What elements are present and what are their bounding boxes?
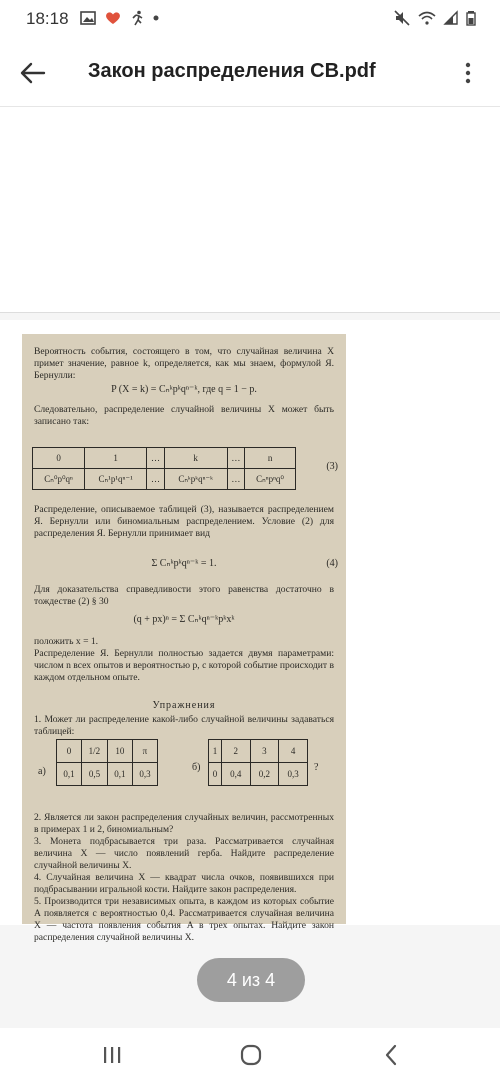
chevron-left-icon — [384, 1044, 398, 1066]
table-cell: 0,4 — [221, 763, 250, 786]
table-row — [57, 740, 158, 763]
table-cell: 0 — [33, 448, 85, 469]
table-cell: Cₙ⁰p⁰qⁿ — [33, 469, 85, 490]
recent-apps-button[interactable] — [92, 1040, 132, 1070]
exercise-5: 5. Производится три независимых опыта, в каждом из которых событие A появляется с вероятностью 0,4. Рассматривается случайная величина X — частота появления события A в трех опытах. Найдите закон распределения случайной величины X. — [34, 896, 334, 943]
exercise-1b-table — [208, 739, 308, 786]
home-button[interactable] — [231, 1040, 271, 1070]
exercise-2: 2. Является ли закон распределения случайных величин, рассмотренных в примерах 1 и 2, биномиальным? — [34, 812, 334, 835]
table-cell: … — [147, 448, 165, 469]
document-title: Закон распределения СВ.pdf — [88, 60, 376, 82]
table-cell: Cₙⁿpⁿq⁰ — [245, 469, 296, 490]
table-cell: π — [132, 740, 157, 763]
table-cell: 0,3 — [279, 763, 308, 786]
arrow-left-icon — [20, 62, 46, 84]
equation-number-4: (4) — [326, 558, 338, 569]
dot-icon — [153, 15, 159, 21]
page-indicator: 4 из 4 — [197, 958, 305, 1002]
exercise-4: 4. Случайная величина X — квадрат числа очков, появившихся при подбрасывании игральной кости. Найдите закон распределения. — [34, 872, 334, 895]
equation-number-3: (3) — [326, 461, 338, 472]
table-row — [33, 469, 296, 490]
scanned-page-image — [22, 334, 346, 943]
recent-apps-icon — [102, 1046, 122, 1064]
table-cell: Cₙᵏpᵏqⁿ⁻ᵏ — [164, 469, 227, 490]
table-cell: 1/2 — [82, 740, 108, 763]
table-row — [209, 740, 308, 763]
scan-paragraph-5: положить x = 1. — [34, 636, 99, 647]
table-row — [57, 763, 158, 786]
table-cell: 3 — [250, 740, 279, 763]
table-cell: 0,1 — [57, 763, 82, 786]
table-cell: … — [227, 448, 245, 469]
scan-paragraph-2: Следовательно, распределение случайной величины X может быть записано так: — [34, 404, 334, 427]
exercise-1-question-mark: ? — [314, 762, 319, 773]
exercise-1a-label: а) — [38, 766, 46, 777]
exercise-1: 1. Может ли распределение какой-либо случайной величины задаваться таблицей: — [34, 714, 334, 737]
exercise-1b-label: б) — [192, 762, 201, 773]
status-right-icons — [394, 10, 476, 26]
scan-formula-5: (q + px)ⁿ = Σ Cₙᵏqⁿ⁻ᵏpᵏxᵏ — [133, 614, 235, 625]
table-cell: 4 — [279, 740, 308, 763]
table-cell: 0,1 — [107, 763, 132, 786]
app-bar — [0, 40, 500, 107]
scan-paragraph-3: Распределение, описываемое таблицей (3), называется распределением Я. Бернулли или биномиальным распределением. Условие (2) для распределения Я. Бернулли принимает вид — [34, 504, 334, 539]
system-navigation-bar — [0, 1028, 500, 1083]
exercise-1a-table — [56, 739, 158, 786]
status-bar — [0, 0, 500, 40]
table-cell: … — [147, 469, 165, 490]
table-cell: 1 — [85, 448, 147, 469]
mute-icon — [394, 10, 410, 26]
running-icon — [130, 10, 144, 26]
back-button[interactable] — [16, 56, 50, 90]
pdf-viewer[interactable] — [0, 107, 500, 1083]
exercise-3: 3. Монета подбрасывается три раза. Рассматривается случайная величина X — число появлений герба. Найдите распределение случайной величины X. — [34, 836, 334, 871]
table-cell: 0 — [209, 763, 222, 786]
table-cell: 10 — [107, 740, 132, 763]
table-cell: k — [164, 448, 227, 469]
status-time: 18:18 — [26, 9, 69, 28]
back-nav-button[interactable] — [371, 1040, 411, 1070]
distribution-table-3 — [32, 447, 296, 490]
exercises-heading: Упражнения — [152, 700, 216, 711]
wifi-icon — [418, 11, 436, 25]
battery-icon — [466, 10, 476, 26]
table-cell: Cₙ¹p¹qⁿ⁻¹ — [85, 469, 147, 490]
scan-paragraph-4: Для доказательства справедливости этого равенства достаточно в тождестве (2) § 30 — [34, 584, 334, 607]
current-page — [0, 320, 500, 943]
table-cell: 0 — [57, 740, 82, 763]
scan-paragraph-6: Распределение Я. Бернулли полностью задается двумя параметрами: числом n всех опытов и вероятностью p, с которой событие происходит в каждом отдельном опыте. — [34, 648, 335, 683]
more-options-button[interactable] — [456, 56, 480, 90]
table-row — [209, 763, 308, 786]
table-cell: 0,3 — [132, 763, 157, 786]
gallery-icon — [80, 11, 96, 25]
health-heart-icon — [105, 11, 121, 25]
scan-paragraph-1: Вероятность события, состоящего в том, что случайная величина X примет значение, равное k, определяется, как мы знаем, формулой Я. Бернулли: — [34, 346, 334, 381]
status-left-icons — [80, 10, 159, 26]
more-vert-icon — [465, 62, 471, 84]
home-icon — [240, 1044, 262, 1066]
table-cell: 0,2 — [250, 763, 279, 786]
table-cell: n — [245, 448, 296, 469]
scan-formula-4: Σ Cₙᵏpᵏqⁿ⁻ᵏ = 1. — [151, 558, 217, 569]
table-cell: 1 — [209, 740, 222, 763]
table-cell: 0,5 — [82, 763, 108, 786]
table-cell: 2 — [221, 740, 250, 763]
table-row — [33, 448, 296, 469]
previous-page — [0, 107, 500, 313]
signal-icon — [444, 11, 458, 25]
table-cell: … — [227, 469, 245, 490]
scan-formula-1: P (X = k) = Cₙᵏpᵏqⁿ⁻ᵏ, где q = 1 − p. — [111, 384, 257, 395]
